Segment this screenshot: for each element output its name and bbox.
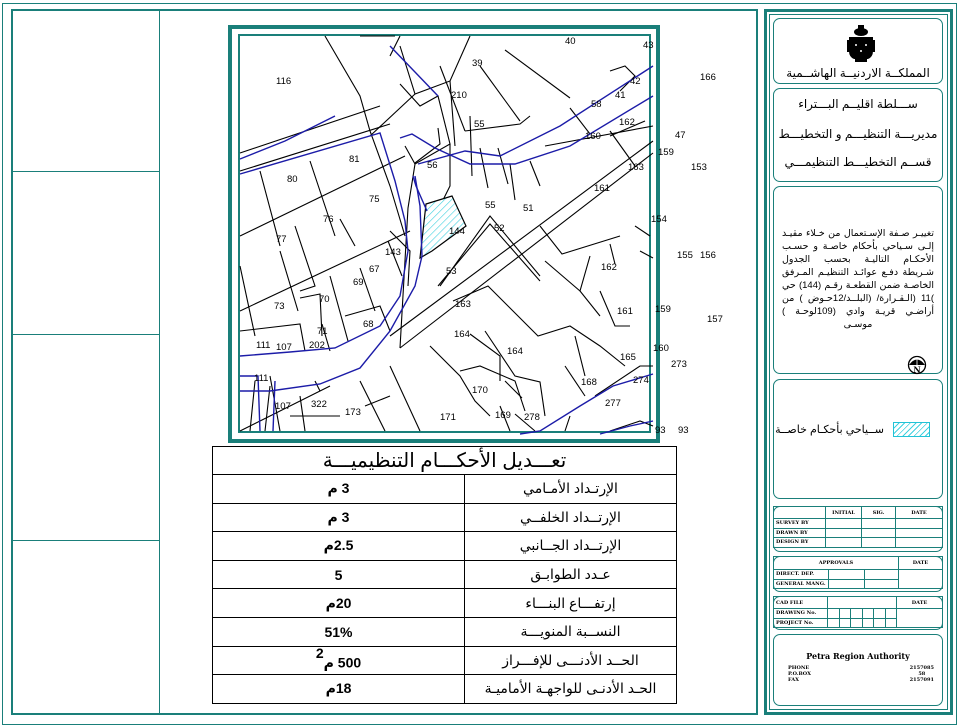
revision-cell-4 xyxy=(11,541,159,715)
signoff-header-blank xyxy=(774,507,826,519)
parcel-label: 143 xyxy=(385,247,401,258)
change-description: تغييـر صـفة الإسـتعمال من خـلاء مقيـد إلـى سـياحي بأحكام خاصـة و حسـب الأحكـام التاليـة بحسب الجدول شـريطة دفـع عوائـد التنظيـم المـرفق الخاصـة ضمن القطعـة رقـم (144) حي )11 (الـقـرارة/ (البلــد/12حـوض ) من أراضـي قريـة وادي (109لوحـة ) موسـى xyxy=(782,228,935,330)
footer-label-phone: PHONE xyxy=(788,665,810,671)
legend-hatch-swatch xyxy=(893,422,930,437)
files-row-cad: CAD FILE xyxy=(774,597,828,609)
parcel-label: 155 xyxy=(677,250,693,261)
parcel-label: 69 xyxy=(353,277,364,288)
parcel-label: 76 xyxy=(323,214,334,225)
parcel-label: 210 xyxy=(451,90,467,101)
department-name: قســم التخطيـــط التنظيمـــي xyxy=(784,155,932,169)
description-panel xyxy=(773,186,943,374)
parcel-label: 164 xyxy=(507,346,523,357)
reg-label-min-frontage: الحـد الأدنـى للواجهـة الأماميـة xyxy=(465,675,677,704)
parcel-label: 170 xyxy=(472,385,488,396)
parcel-label: 163 xyxy=(455,299,471,310)
parcel-label: 77 xyxy=(276,234,287,245)
authority-name: ســـلطة اقليــم البـــتراء xyxy=(798,97,918,111)
left-revision-strip xyxy=(11,9,160,715)
footer-label-fax: FAX xyxy=(788,677,800,683)
parcel-label: 107 xyxy=(276,342,292,353)
parcel-label: 55 xyxy=(485,200,496,211)
parcel-label: 165 xyxy=(620,352,636,363)
reg-value-floors: 5 xyxy=(213,560,465,589)
regulations-table xyxy=(212,446,677,704)
reg-value-rear-setback: 3 م xyxy=(213,503,465,532)
parcel-label: 169 xyxy=(495,410,511,421)
parcel-label: 42 xyxy=(630,76,641,87)
table-row xyxy=(213,532,677,561)
parcel-label: 153 xyxy=(691,162,707,173)
reg-label-floors: عـدد الطوابـق xyxy=(465,560,677,589)
reg-label-coverage: النســبة المنويـــة xyxy=(465,617,677,646)
signoff-row-drawn: DRAWN BY xyxy=(774,528,826,538)
parcel-label: 111 xyxy=(254,373,269,384)
reg-value-coverage: 51% xyxy=(213,617,465,646)
superscript-squared: 2 xyxy=(315,645,324,662)
parcel-label: 274 xyxy=(633,375,649,386)
reg-label-building-height: إرتفـــاع البنـــاء xyxy=(465,589,677,618)
parcel-label: 162 xyxy=(619,117,635,128)
parcel-label: 53 xyxy=(446,266,457,277)
footer-label-pobox: P.O.BOX xyxy=(788,671,811,677)
parcel-label: 47 xyxy=(675,130,686,141)
parcel-label: 75 xyxy=(369,194,380,205)
parcel-label: 160 xyxy=(585,131,601,142)
footer-value-fax: 2157091 xyxy=(909,677,934,683)
reg-value-building-height: 20م xyxy=(213,589,465,618)
signoff-row-design: DESIGN BY xyxy=(774,538,826,548)
parcel-label: 163 xyxy=(628,162,644,173)
regulations-title: تعـــديل الأحكـــام التنظيميـــة xyxy=(213,447,677,475)
footer-contact-values xyxy=(910,665,934,683)
parcel-label: 173 xyxy=(345,407,361,418)
parcel-label: 168 xyxy=(581,377,597,388)
files-row-project: PROJECT No. xyxy=(774,618,828,628)
parcel-label: 159 xyxy=(655,304,671,315)
signoff-header-date: DATE xyxy=(896,507,943,519)
parcel-label: 154 xyxy=(651,214,667,225)
parcel-label: 41 xyxy=(615,90,626,101)
parcel-label: 68 xyxy=(363,319,374,330)
table-row xyxy=(213,560,677,589)
table-row xyxy=(213,646,677,675)
reg-label-side-setback: الإرتــداد الجــانبي xyxy=(465,532,677,561)
parcel-label: 71 xyxy=(317,326,328,337)
parcel-label: 93 xyxy=(655,425,666,436)
parcel-label: 73 xyxy=(274,301,285,312)
authority-panel xyxy=(773,88,943,182)
footer-org-name: Petra Region Authority xyxy=(806,651,910,661)
parcel-label: 116 xyxy=(276,76,292,87)
parcel-label: 80 xyxy=(287,174,298,185)
parcel-label: 144 xyxy=(449,226,465,237)
approvals-panel xyxy=(773,556,943,592)
parcel-label: 171 xyxy=(440,412,456,423)
reg-label-rear-setback: الإرتــداد الخلفــي xyxy=(465,503,677,532)
reg-label-front-setback: الإرتـداد الأمـامي xyxy=(465,475,677,504)
parcel-label: 111 xyxy=(256,340,271,351)
approvals-row-general-mang: GENERAL MANG. xyxy=(774,579,829,589)
parcel-label: 159 xyxy=(658,147,674,158)
parcel-label: 107 xyxy=(275,401,291,412)
table-row xyxy=(213,503,677,532)
files-date-header: DATE xyxy=(897,597,943,609)
revision-cell-2 xyxy=(11,172,159,335)
kingdom-panel xyxy=(773,18,943,84)
legend-label: ســياحي بأحكـام خاصــة xyxy=(775,424,884,436)
revision-cell-3 xyxy=(11,335,159,541)
parcel-label: 157 xyxy=(707,314,723,325)
approvals-row-direct-dep: DIRECT. DEP. xyxy=(774,570,829,580)
approvals-table xyxy=(773,556,943,589)
revision-cell-1 xyxy=(11,9,159,172)
parcel-label: 161 xyxy=(594,183,610,194)
cadastral-map[interactable] xyxy=(238,34,723,436)
approvals-date-header: DATE xyxy=(898,557,942,570)
parcel-label: 160 xyxy=(653,343,669,354)
signoff-row-survey: SURVEY BY xyxy=(774,519,826,529)
directorate-name: مديريـــة التنظيـــم و التخطيـــط xyxy=(778,127,938,141)
table-row xyxy=(213,475,677,504)
parcel-label: 55 xyxy=(474,119,485,130)
authority-footer-panel xyxy=(773,634,943,706)
reg-value-side-setback: 2.5م xyxy=(213,532,465,561)
signoff-header-initial: INITIAL xyxy=(826,507,862,519)
reg-value-front-setback: 3 م xyxy=(213,475,465,504)
kingdom-name: المملكــة الاردنيــة الهاشــمية xyxy=(786,66,930,80)
parcel-label: 56 xyxy=(427,160,438,171)
north-arrow-icon xyxy=(907,355,927,375)
footer-value-pobox: 58 xyxy=(918,671,926,677)
parcel-label: 322 xyxy=(311,399,327,410)
reg-value-min-subdivision xyxy=(213,646,465,675)
parcel-label: 273 xyxy=(671,359,687,370)
signoff-panel xyxy=(773,506,943,552)
table-row xyxy=(213,589,677,618)
files-table xyxy=(773,596,943,628)
parcel-label: 93 xyxy=(678,425,689,436)
parcel-label: 81 xyxy=(349,154,360,165)
parcel-label: 202 xyxy=(309,340,325,351)
svg-text:N: N xyxy=(913,364,921,375)
files-panel xyxy=(773,596,943,630)
parcel-label: 70 xyxy=(319,294,330,305)
parcel-label: 52 xyxy=(494,223,505,234)
table-row xyxy=(213,617,677,646)
files-row-drawing: DRAWING No. xyxy=(774,609,828,619)
footer-contact-labels xyxy=(788,665,811,683)
parcel-label: 43 xyxy=(643,40,654,51)
parcel-label: 162 xyxy=(601,262,617,273)
signoff-header-sig: SIG. xyxy=(862,507,896,519)
parcel-label: 164 xyxy=(454,329,470,340)
min-subdivision-number: 500 م xyxy=(323,654,362,671)
parcel-label: 40 xyxy=(565,36,576,47)
coat-of-arms-icon xyxy=(846,25,876,63)
footer-value-phone: 2157085 xyxy=(909,665,934,671)
reg-value-min-frontage: 18م xyxy=(213,675,465,704)
parcel-label: 161 xyxy=(617,306,633,317)
parcel-label: 278 xyxy=(524,412,540,423)
parcel-map-drawing xyxy=(240,36,723,436)
parcel-label: 166 xyxy=(700,72,716,83)
legend-panel xyxy=(773,379,943,499)
parcel-label: 51 xyxy=(523,203,534,214)
signoff-table xyxy=(773,506,943,548)
parcel-label: 39 xyxy=(472,58,483,69)
reg-label-min-subdivision: الحــد الأدنـــى للإفـــراز xyxy=(465,646,677,675)
approvals-header: APPROVALS xyxy=(774,557,899,570)
parcel-label: 277 xyxy=(605,398,621,409)
table-row xyxy=(213,675,677,704)
parcel-label: 67 xyxy=(369,264,380,275)
parcel-label: 58 xyxy=(591,99,602,110)
parcel-label: 156 xyxy=(700,250,716,261)
